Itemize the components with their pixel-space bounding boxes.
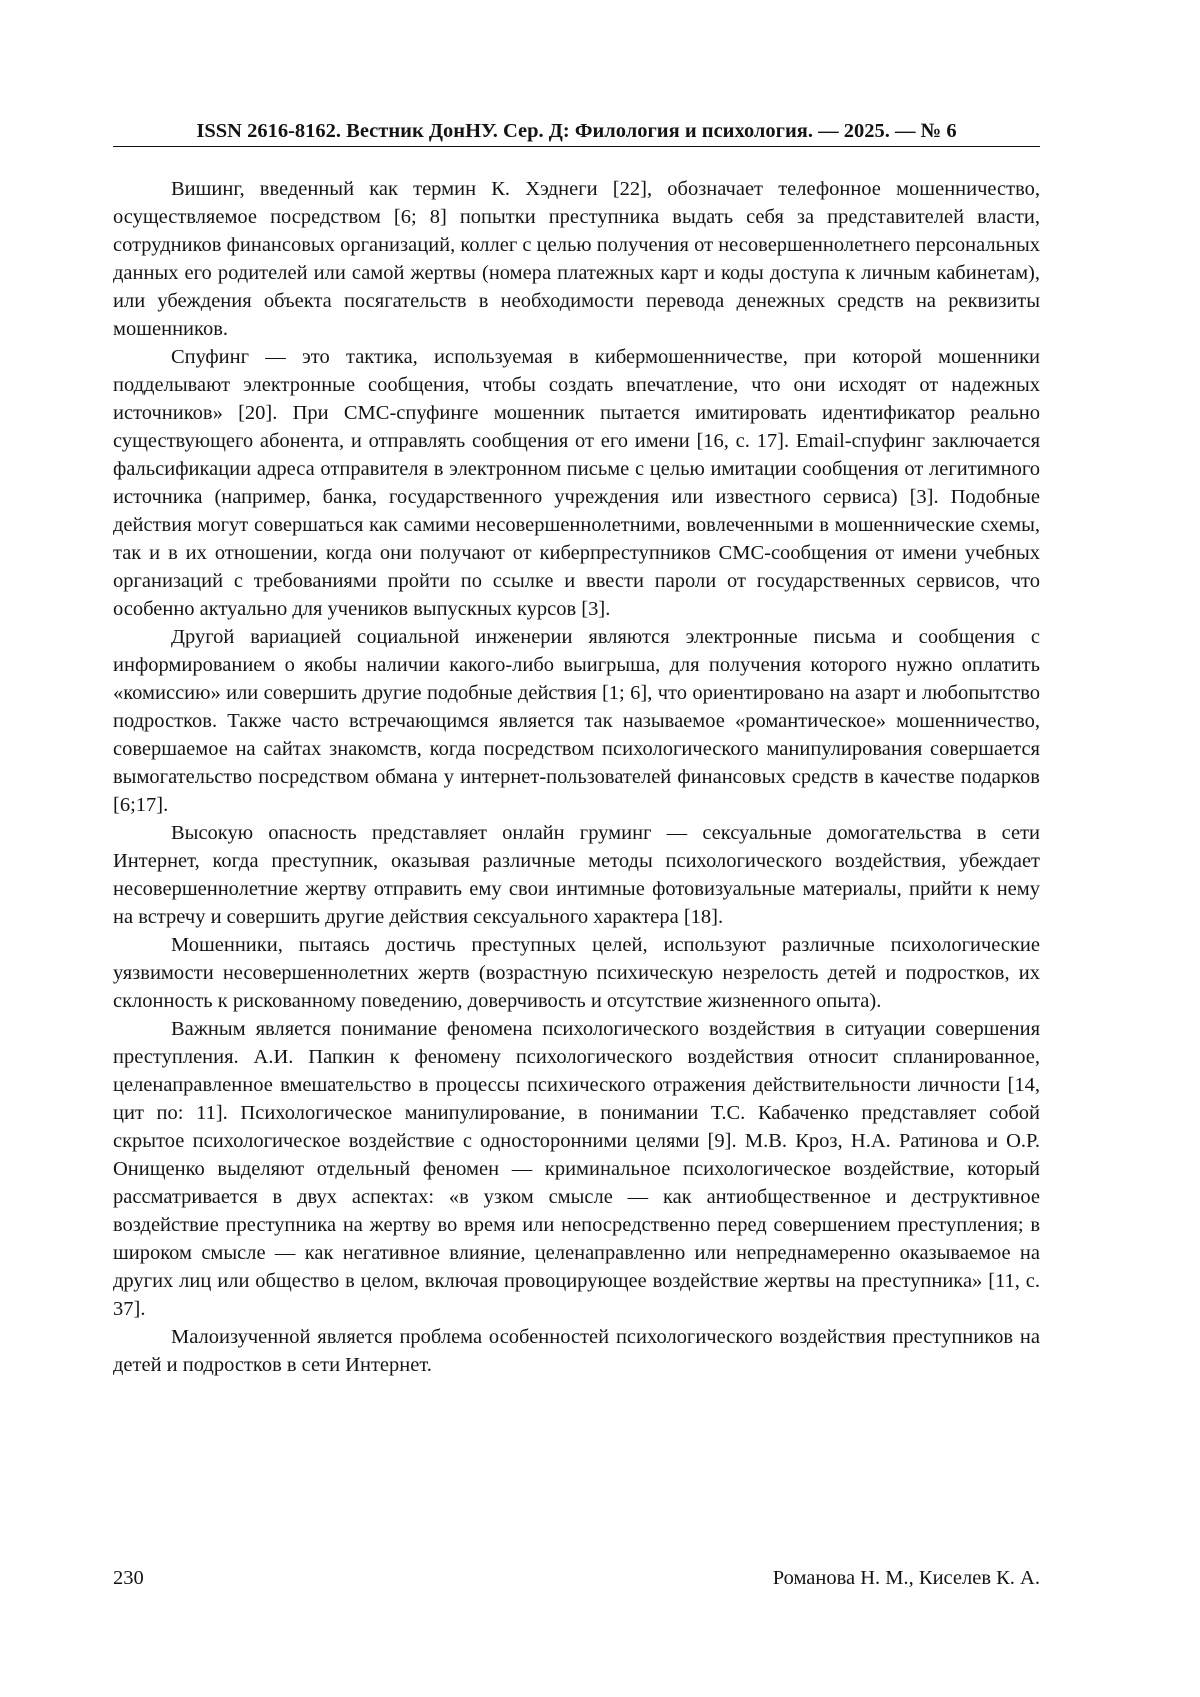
paragraph-social-engineering: Другой вариацией социальной инженерии являются электронные письма и сообщения с информированием о якобы наличии какого-либо выигрыша, для получения которого нужно оплатить «комиссию» или совершить другие подобные действия [1; 6], что ориентировано на азарт и любопытство подростков. Также часто встречающимся является так называемое «романтическое» мошенничество, совершаемое на сайтах знакомств, когда посредством психологического манипулирования совершается вымогательство посредством обмана у интернет-пользователей финансовых средств в качестве подарков [6;17].: [113, 626, 1040, 816]
footer-authors: Романова Н. М., Киселев К. А.: [772, 1567, 1040, 1589]
paragraph-vishing: Вишинг, введенный как термин К. Хэднеги [22], обозначает телефонное мошенничество, осуществляемое посредством [6; 8] попытки преступника выдать себя за представителей власти, сотрудников финансовых организаций, коллег с целью получения от несовершеннолетнего персональных данных его родителей или самой жертвы (номера платежных карт и коды доступа к личным кабинетам), или убеждения объекта посягательств в необходимости перевода денежных средств на реквизиты мошенников.: [113, 178, 1040, 340]
paragraph-spoofing: Спуфинг — это тактика, используемая в кибермошенничестве, при которой мошенники подделывают электронные сообщения, чтобы создать впечатление, что они исходят от надежных источников» [20]. При СМС-спуфинге мошенник пытается имитировать идентификатор реально существующего абонента, и отправлять сообщения от его имени [16, с. 17]. Email-спуфинг заключается фальсификации адреса отправителя в электронном письме с целью имитации сообщения от легитимного источника (например, банка, государственного учреждения или известного сервиса) [3]. Подобные действия могут совершаться как самими несовершеннолетними, вовлеченными в мошеннические схемы, так и в их отношении, когда они получают от киберпреступников СМС-сообщения от имени учебных организаций с требованиями пройти по ссылке и ввести пароли от государственных сервисов, что особенно актуально для учеников выпускных курсов [3].: [113, 346, 1040, 620]
paragraph-understudied-problem: Малоизученной является проблема особенностей психологического воздействия преступников на детей и подростков в сети Интернет.: [113, 1326, 1040, 1376]
page-footer: [113, 1563, 1040, 1593]
paragraph-psychological-influence: Важным является понимание феномена психологического воздействия в ситуации совершения преступления. А.И. Папкин к феномену психологического воздействия относит спланированное, целенаправленное вмешательство в процессы психического отражения действительности личности [14, цит по: 11]. Психологическое манипулирование, в понимании Т.С. Кабаченко представляет собой скрытое психологическое воздействие с односторонними целями [9]. М.В. Кроз, Н.А. Ратинова и О.Р. Онищенко выделяют отдельный феномен — криминальное психологическое воздействие, который рассматривается в двух аспектах: «в узком смысле — как антиобщественное и деструктивное воздействие преступника на жертву во время или непосредственно перед совершением преступления; в широком смысле — как негативное влияние, целенаправленно или непреднамеренно оказываемое на других лиц или общество в целом, включая провоцирующее воздействие жертвы на преступника» [11, с. 37].: [113, 1018, 1040, 1320]
paragraph-grooming: Высокую опасность представляет онлайн груминг — сексуальные домогательства в сети Интернет, когда преступник, оказывая различные методы психологического воздействия, убеждает несовершеннолетние жертву отправить ему свои интимные фотовизуальные материалы, прийти к нему на встречу и совершить другие действия сексуального характера [18].: [113, 822, 1040, 928]
running-header: ISSN 2616-8162. Вестник ДонНУ. Сер. Д: Филология и психология. — 2025. — № 6: [113, 116, 1040, 147]
article-body: [113, 175, 1040, 1379]
paragraph-vulnerabilities: Мошенники, пытаясь достичь преступных целей, используют различные психологические уязвимости несовершеннолетних жертв (возрастную психическую незрелость детей и подростков, их склонность к рискованному поведению, доверчивость и отсутствие жизненного опыта).: [113, 934, 1040, 1012]
page-number: 230: [113, 1567, 144, 1589]
